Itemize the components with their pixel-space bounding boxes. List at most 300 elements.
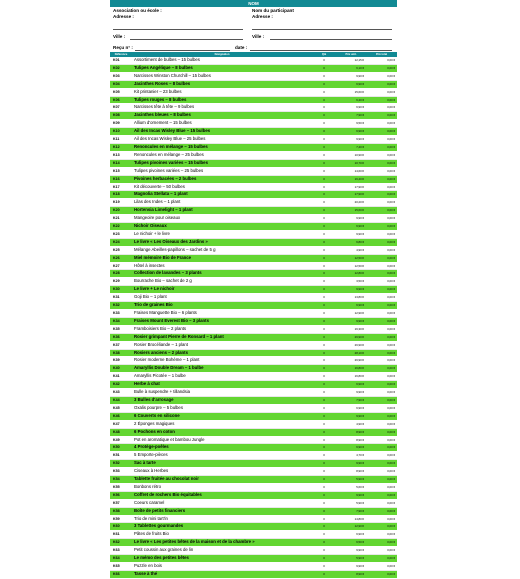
row-total-price: 0,00 € [387, 437, 395, 442]
table-row [110, 286, 397, 294]
row-unit-price: 12,90 € [354, 524, 364, 529]
table-row [110, 294, 397, 302]
row-quantity[interactable]: 0 [323, 318, 325, 323]
row-total-price: 0,00 € [387, 500, 395, 505]
row-quantity[interactable]: 0 [323, 405, 325, 410]
row-quantity[interactable]: 0 [323, 508, 325, 513]
row-quantity[interactable]: 0 [323, 263, 325, 268]
table-row [110, 128, 397, 136]
table-row [110, 207, 397, 215]
row-designation: Ail des Incas Wisley Blue – 25 bulbes [134, 136, 206, 142]
row-quantity[interactable]: 0 [323, 255, 325, 260]
row-total-price: 0,00 € [387, 382, 395, 387]
row-quantity[interactable]: 0 [323, 556, 325, 561]
row-quantity[interactable]: 0 [323, 152, 325, 157]
row-total-price: 0,00 € [387, 113, 395, 118]
school-address-label: Adresse : [113, 14, 134, 19]
row-reference: K36 [113, 334, 120, 339]
row-total-price: 0,00 € [387, 318, 395, 323]
row-quantity[interactable]: 0 [323, 311, 325, 315]
row-quantity[interactable]: 0 [323, 382, 325, 387]
row-quantity[interactable]: 0 [323, 477, 325, 482]
participant-address-label: Adresse : [252, 14, 273, 19]
row-reference: K39 [113, 358, 120, 363]
row-designation: Coffret de rochers Bio équitables [134, 491, 202, 497]
row-quantity[interactable]: 0 [323, 397, 325, 402]
row-unit-price: 9,90 € [356, 390, 364, 395]
association-label: Association ou école : [113, 8, 162, 13]
row-unit-price: 6,90 € [356, 532, 364, 537]
row-total-price: 0,00 € [387, 279, 395, 284]
row-total-price: 0,00 € [387, 81, 395, 86]
row-unit-price: 10,70 € [354, 160, 364, 165]
row-quantity[interactable]: 0 [323, 366, 325, 371]
row-designation: Trio de graines Bio [134, 302, 173, 308]
row-quantity[interactable]: 0 [323, 413, 325, 418]
row-quantity[interactable]: 0 [323, 65, 325, 70]
row-reference: K34 [113, 318, 120, 323]
row-total-price: 0,00 € [387, 477, 395, 482]
row-reference: K26 [113, 255, 120, 260]
table-row [110, 278, 397, 286]
row-unit-price: 5,90 € [356, 477, 364, 482]
row-designation: Jacinthes Roses – 8 bulbes [134, 80, 191, 86]
column-header-designation: Désignation [214, 53, 230, 56]
row-quantity[interactable]: 0 [323, 168, 325, 173]
row-quantity[interactable]: 0 [323, 469, 325, 474]
row-designation: Le mémo des petites bêtes [134, 555, 189, 561]
row-quantity[interactable]: 0 [323, 105, 325, 110]
row-reference: K37 [113, 342, 120, 347]
table-row [110, 247, 397, 255]
row-unit-price: 8,90 € [356, 469, 364, 474]
row-quantity[interactable]: 0 [323, 461, 325, 466]
row-total-price: 0,00 € [387, 58, 395, 62]
table-row [110, 191, 397, 199]
row-quantity[interactable]: 0 [323, 524, 325, 529]
row-quantity[interactable]: 0 [323, 571, 325, 576]
row-reference: K55 [113, 484, 120, 489]
row-quantity[interactable]: 0 [323, 200, 325, 205]
row-designation: Le livre « Les petites bêtes de la maison et de la chambre » [134, 539, 255, 545]
row-reference: K50 [113, 445, 120, 450]
row-unit-price: 9,90 € [356, 492, 364, 497]
table-row [110, 318, 397, 326]
row-designation: Tulipes rouges – 8 bulbes [134, 96, 187, 102]
table-row [110, 405, 397, 413]
table-row [110, 397, 397, 405]
row-total-price: 0,00 € [387, 73, 395, 78]
row-designation: Allium d'ornement – 15 bulbes [134, 120, 192, 126]
row-reference: K61 [113, 532, 120, 537]
row-total-price: 0,00 € [387, 413, 395, 418]
row-quantity[interactable]: 0 [323, 500, 325, 505]
receipt-date-label: date : [235, 45, 248, 50]
row-unit-price: 9,90 € [356, 137, 364, 142]
row-unit-price: 6,40 € [356, 97, 364, 102]
row-total-price: 0,00 € [387, 492, 395, 497]
table-row [110, 120, 397, 128]
school-city-line[interactable] [130, 39, 243, 40]
row-designation: Pâtes de fruits Bio [134, 531, 169, 537]
row-total-price: 0,00 € [387, 564, 395, 568]
row-designation: Kit découverte – 50 bulbes [134, 183, 185, 189]
row-total-price: 0,00 € [387, 516, 395, 521]
row-unit-price: 6,90 € [356, 303, 364, 308]
row-designation: 2 Éponges magiques [134, 420, 175, 426]
table-row [110, 270, 397, 278]
row-designation: Jacinthes bleues – 8 bulbes [134, 112, 191, 118]
row-designation: 3 Bulles d'arrosage [134, 396, 174, 402]
row-quantity[interactable]: 0 [323, 160, 325, 165]
row-quantity[interactable]: 0 [323, 97, 325, 102]
column-header-total-price: Prix total [375, 53, 388, 56]
row-unit-price: 6,90 € [356, 382, 364, 387]
row-quantity[interactable]: 0 [323, 548, 325, 553]
row-designation: Ail des Incas Wisley Blue – 15 bulbes [134, 128, 211, 134]
participant-address-line[interactable] [252, 29, 392, 30]
receipt-number-line[interactable] [135, 50, 230, 51]
row-quantity[interactable]: 0 [323, 532, 325, 537]
row-unit-price: 28,10 € [354, 350, 364, 355]
row-unit-price: 12,15 € [354, 58, 364, 62]
row-quantity[interactable]: 0 [323, 540, 325, 545]
row-unit-price: 20,20 € [354, 200, 364, 205]
table-row [110, 437, 397, 445]
row-total-price: 0,00 € [387, 405, 395, 410]
row-reference: K65 [113, 564, 120, 568]
row-quantity[interactable]: 0 [323, 429, 325, 434]
row-designation: 5 Emporte-pièces [134, 452, 168, 458]
order-form [110, 0, 397, 579]
row-designation: Rosiers anciens – 2 plants [134, 349, 188, 355]
row-unit-price: 5,90 € [356, 556, 364, 561]
row-reference: K47 [113, 421, 120, 426]
table-row [110, 263, 397, 271]
row-quantity[interactable]: 0 [323, 129, 325, 134]
row-quantity[interactable]: 0 [323, 89, 325, 94]
row-quantity[interactable]: 0 [323, 176, 325, 181]
table-row [110, 89, 397, 97]
table-row [110, 112, 397, 120]
row-designation: Fraises Mount Everest Bio – 3 plants [134, 317, 209, 323]
column-header-quantity: Qté [321, 53, 327, 56]
row-quantity[interactable]: 0 [323, 73, 325, 78]
row-unit-price: 8,90 € [356, 571, 364, 576]
row-unit-price: 12,50 € [354, 263, 364, 268]
row-quantity[interactable]: 0 [323, 453, 325, 458]
row-quantity[interactable]: 0 [323, 81, 325, 86]
row-quantity[interactable]: 0 [323, 279, 325, 284]
table-row [110, 389, 397, 397]
row-total-price: 0,00 € [387, 484, 395, 489]
row-unit-price: 9,90 € [356, 461, 364, 466]
row-designation: Puzzle en bois [134, 563, 162, 568]
column-header-unit-price: Prix unit. [345, 53, 357, 56]
row-quantity[interactable]: 0 [323, 121, 325, 126]
table-row [110, 373, 397, 381]
row-total-price: 0,00 € [387, 263, 395, 268]
row-unit-price: 6,90 € [356, 405, 364, 410]
row-quantity[interactable]: 0 [323, 374, 325, 379]
table-row [110, 144, 397, 152]
row-reference: K05 [113, 89, 120, 94]
row-reference: K40 [113, 366, 120, 371]
row-total-price: 0,00 € [387, 326, 395, 331]
receipt-date-line[interactable] [250, 50, 392, 51]
row-designation: Le livre « Les Oiseaux des Jardins » [134, 238, 208, 244]
row-unit-price: 9,90 € [356, 318, 364, 323]
row-reference: K07 [113, 105, 120, 110]
row-quantity[interactable]: 0 [323, 192, 325, 197]
table-row [110, 231, 397, 239]
row-quantity[interactable]: 0 [323, 326, 325, 331]
row-reference: K53 [113, 469, 120, 474]
row-quantity[interactable]: 0 [323, 390, 325, 395]
row-total-price: 0,00 € [387, 97, 395, 102]
participant-city-line[interactable] [270, 39, 392, 40]
row-designation: Hortensia Limelight – 1 plant [134, 207, 193, 213]
row-designation: Tasse à thé [134, 570, 158, 576]
row-designation: 3 Tablettes gourmandes [134, 523, 184, 529]
table-row [110, 97, 397, 105]
row-unit-price: 13,80 € [354, 295, 364, 300]
row-reference: K51 [113, 453, 120, 458]
row-reference: K45 [113, 405, 120, 410]
table-row [110, 381, 397, 389]
row-designation: Renoncules en mélange – 15 bulbes [134, 143, 208, 149]
row-reference: K31 [113, 295, 120, 300]
table-row [110, 365, 397, 373]
row-reference: K28 [113, 271, 120, 276]
row-total-price: 0,00 € [387, 160, 395, 165]
table-row [110, 452, 397, 460]
row-designation: Tulipes pivoines variées – 25 bulbes [134, 167, 204, 173]
table-row [110, 176, 397, 184]
table-row [110, 413, 397, 421]
row-quantity[interactable]: 0 [323, 58, 325, 62]
row-total-price: 0,00 € [387, 144, 395, 149]
row-designation: Oxalis pourpre – 5 bulbes [134, 404, 183, 410]
row-unit-price: 26,90 € [354, 334, 364, 339]
row-designation: Narcisses tête à tête – 9 bulbes [134, 104, 195, 110]
row-total-price: 0,00 € [387, 311, 395, 315]
table-row [110, 444, 397, 452]
row-unit-price: 9,90 € [356, 413, 364, 418]
row-designation: Pot en aromatique et bambou Jungle [134, 436, 205, 442]
row-total-price: 0,00 € [387, 65, 395, 70]
row-unit-price: 7,40 € [356, 144, 364, 149]
column-header-reference: Référence [114, 53, 128, 56]
row-total-price: 0,00 € [387, 176, 395, 181]
row-quantity[interactable]: 0 [323, 239, 325, 244]
row-unit-price: 6,90 € [356, 105, 364, 110]
row-reference: K46 [113, 413, 120, 418]
row-total-price: 0,00 € [387, 334, 395, 339]
row-reference: K33 [113, 311, 120, 315]
row-quantity[interactable]: 0 [323, 224, 325, 229]
row-total-price: 0,00 € [387, 303, 395, 308]
row-designation: Pivoines herbacées – 2 bulbes [134, 175, 197, 181]
contact-info [110, 7, 397, 45]
row-quantity[interactable]: 0 [323, 271, 325, 276]
form-title: NOM [110, 0, 397, 7]
row-reference: K66 [113, 571, 120, 576]
row-unit-price: 12,80 € [354, 271, 364, 276]
row-quantity[interactable]: 0 [323, 184, 325, 189]
row-reference: K29 [113, 279, 120, 284]
row-quantity[interactable]: 0 [323, 358, 325, 363]
table-row [110, 81, 397, 89]
row-total-price: 0,00 € [387, 374, 395, 379]
row-reference: K41 [113, 374, 120, 379]
row-total-price: 0,00 € [387, 255, 395, 260]
row-quantity[interactable]: 0 [323, 287, 325, 292]
table-row [110, 215, 397, 223]
row-reference: K42 [113, 382, 120, 387]
row-designation: Tablette fruitée au chocolat noir [134, 476, 199, 482]
row-total-price: 0,00 € [387, 453, 395, 458]
row-unit-price: 9,90 € [356, 216, 364, 221]
row-reference: K08 [113, 113, 120, 118]
table-row [110, 334, 397, 342]
row-unit-price: 17,90 € [354, 192, 364, 197]
row-designation: Goji Bio – 1 plant [134, 294, 167, 300]
school-address-line[interactable] [113, 29, 243, 30]
table-row [110, 571, 397, 579]
row-quantity[interactable]: 0 [323, 216, 325, 221]
row-designation: 4 Protège-poêles [134, 444, 169, 450]
table-row [110, 65, 397, 73]
row-total-price: 0,00 € [387, 350, 395, 355]
row-quantity[interactable]: 0 [323, 208, 325, 213]
row-unit-price: 8,90 € [356, 437, 364, 442]
row-designation: Mélange Abeilles-papillons – sachet de 5 g [134, 246, 216, 252]
table-row [110, 523, 397, 531]
row-quantity[interactable]: 0 [323, 484, 325, 489]
row-designation: Tulipes pivoines variées – 15 bulbes [134, 159, 208, 165]
row-quantity[interactable]: 0 [323, 492, 325, 497]
row-designation: 6 Pochons en coton [134, 428, 175, 434]
row-reference: K10 [113, 129, 120, 134]
row-quantity[interactable]: 0 [323, 113, 325, 118]
participant-name-label: Nom du participant [252, 8, 294, 13]
school-city-label: Ville : [113, 34, 126, 39]
table-row [110, 460, 397, 468]
row-unit-price: 7,90 € [356, 113, 364, 118]
table-row [110, 73, 397, 81]
row-reference: K15 [113, 168, 120, 173]
row-quantity[interactable]: 0 [323, 247, 325, 252]
row-total-price: 0,00 € [387, 137, 395, 142]
row-designation: Sac à tarte [134, 460, 156, 466]
row-reference: K16 [113, 176, 120, 181]
row-designation: Bonbons rétro [134, 483, 161, 489]
row-reference: K21 [113, 216, 120, 221]
row-designation: Lilas des Indes – 1 plant [134, 199, 181, 205]
row-unit-price: 8,90 € [356, 429, 364, 434]
row-total-price: 0,00 € [387, 342, 395, 347]
row-designation: Magnolia Stellata – 1 plant [134, 191, 188, 197]
row-reference: K43 [113, 390, 120, 395]
row-designation: Tulipes Angélique – 8 bulbes [134, 64, 193, 70]
row-unit-price: 6,10 € [356, 65, 364, 70]
table-row [110, 152, 397, 160]
row-quantity[interactable]: 0 [323, 564, 325, 568]
row-total-price: 0,00 € [387, 461, 395, 466]
row-unit-price: 4,90 € [356, 247, 364, 252]
row-reference: K06 [113, 97, 120, 102]
row-unit-price: 15,60 € [354, 89, 364, 94]
row-reference: K27 [113, 263, 120, 268]
participant-city-label: Ville : [252, 34, 265, 39]
row-quantity[interactable]: 0 [323, 295, 325, 300]
row-unit-price: 12,50 € [354, 255, 364, 260]
row-total-price: 0,00 € [387, 532, 395, 537]
row-total-price: 0,00 € [387, 287, 395, 292]
table-row [110, 508, 397, 516]
row-unit-price: 3,50 € [356, 279, 364, 284]
row-unit-price: 16,80 € [354, 366, 364, 371]
row-quantity[interactable]: 0 [323, 516, 325, 521]
row-quantity[interactable]: 0 [323, 137, 325, 142]
table-row [110, 223, 397, 231]
row-quantity[interactable]: 0 [323, 437, 325, 442]
table-row [110, 357, 397, 365]
row-unit-price: 10,90 € [354, 152, 364, 157]
row-total-price: 0,00 € [387, 216, 395, 221]
table-row [110, 429, 397, 437]
row-total-price: 0,00 € [387, 390, 395, 395]
row-total-price: 0,00 € [387, 184, 395, 189]
row-designation: Rosier moderne Bohème – 1 plant [134, 357, 200, 363]
receipt-row [110, 45, 397, 52]
row-total-price: 0,00 € [387, 508, 395, 513]
row-quantity[interactable]: 0 [323, 350, 325, 355]
row-designation: Renoncules en mélange – 25 bulbes [134, 151, 204, 157]
row-reference: K24 [113, 239, 120, 244]
table-row [110, 547, 397, 555]
row-quantity[interactable]: 0 [323, 421, 325, 426]
row-quantity[interactable]: 0 [323, 334, 325, 339]
row-reference: K48 [113, 429, 120, 434]
row-reference: K58 [113, 508, 120, 513]
row-reference: K14 [113, 160, 120, 165]
row-designation: Bulle à suspendre + tillandsia [134, 389, 191, 395]
row-reference: K11 [113, 137, 120, 142]
row-total-price: 0,00 € [387, 121, 395, 126]
row-total-price: 0,00 € [387, 271, 395, 276]
row-quantity[interactable]: 0 [323, 303, 325, 308]
row-unit-price: 16,80 € [354, 374, 364, 379]
row-quantity[interactable]: 0 [323, 342, 325, 347]
row-total-price: 0,00 € [387, 540, 395, 545]
row-total-price: 0,00 € [387, 200, 395, 205]
row-total-price: 0,00 € [387, 524, 395, 529]
row-reference: K54 [113, 477, 120, 482]
row-reference: K20 [113, 208, 120, 213]
row-unit-price: 4,70 € [356, 453, 364, 458]
row-reference: K19 [113, 200, 120, 205]
row-total-price: 0,00 € [387, 556, 395, 561]
row-total-price: 0,00 € [387, 208, 395, 213]
row-unit-price: 9,90 € [356, 231, 364, 236]
row-quantity[interactable]: 0 [323, 144, 325, 149]
table-row [110, 555, 397, 563]
table-row [110, 160, 397, 168]
row-quantity[interactable]: 0 [323, 231, 325, 236]
row-quantity[interactable]: 0 [323, 445, 325, 450]
